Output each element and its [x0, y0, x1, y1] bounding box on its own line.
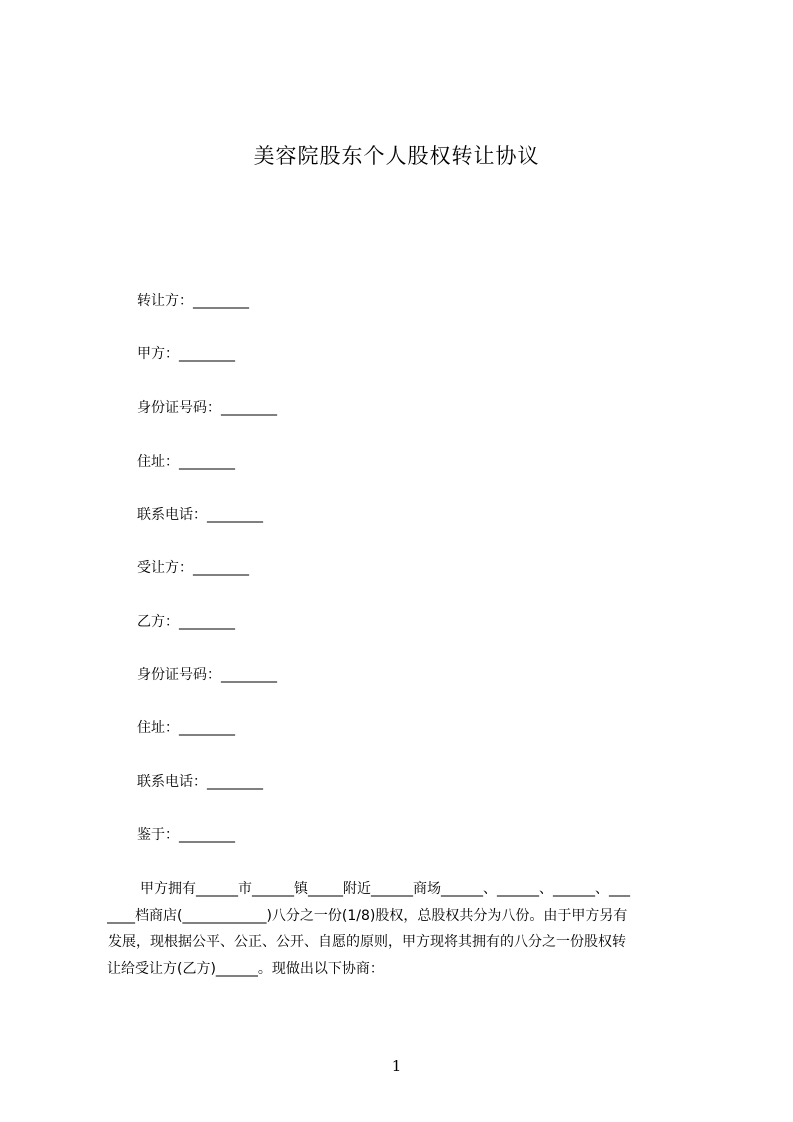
page-number: 1: [391, 1057, 402, 1075]
field-transferee: 受让方：________: [137, 560, 249, 576]
field-transferor: 转让方：________: [137, 293, 249, 309]
field-party-b-phone: 联系电话：________: [137, 774, 263, 790]
field-party-a-address: 住址：________: [137, 454, 235, 470]
paragraph-line: 让给受让方(乙方)______。现做出以下协商：: [107, 960, 384, 977]
field-party-a-id-number: 身份证号码：________: [137, 400, 277, 416]
paragraph-line: 发展，现根据公平、公正、公开、自愿的原则，甲方现将其拥有的八分之一份股权转: [108, 934, 626, 950]
field-party-a-phone: 联系电话：________: [137, 507, 263, 523]
field-whereas: 鉴于：________: [137, 827, 235, 843]
field-party-b-id-number: 身份证号码：________: [137, 667, 277, 683]
field-party-b: 乙方：________: [137, 614, 235, 630]
field-party-b-address: 住址：________: [137, 720, 235, 736]
body-paragraph: [107, 876, 700, 982]
document-title: 美容院股东个人股权转让协议: [253, 144, 540, 168]
field-party-a: 甲方：________: [137, 346, 235, 362]
paragraph-line: ____档商店(____________)八分之一份(1/8)股权，总股权共分为八份。由于甲方另有: [107, 907, 628, 924]
paragraph-line: 甲方拥有______市______镇_____附近______商场______、______、______、___: [140, 881, 630, 897]
